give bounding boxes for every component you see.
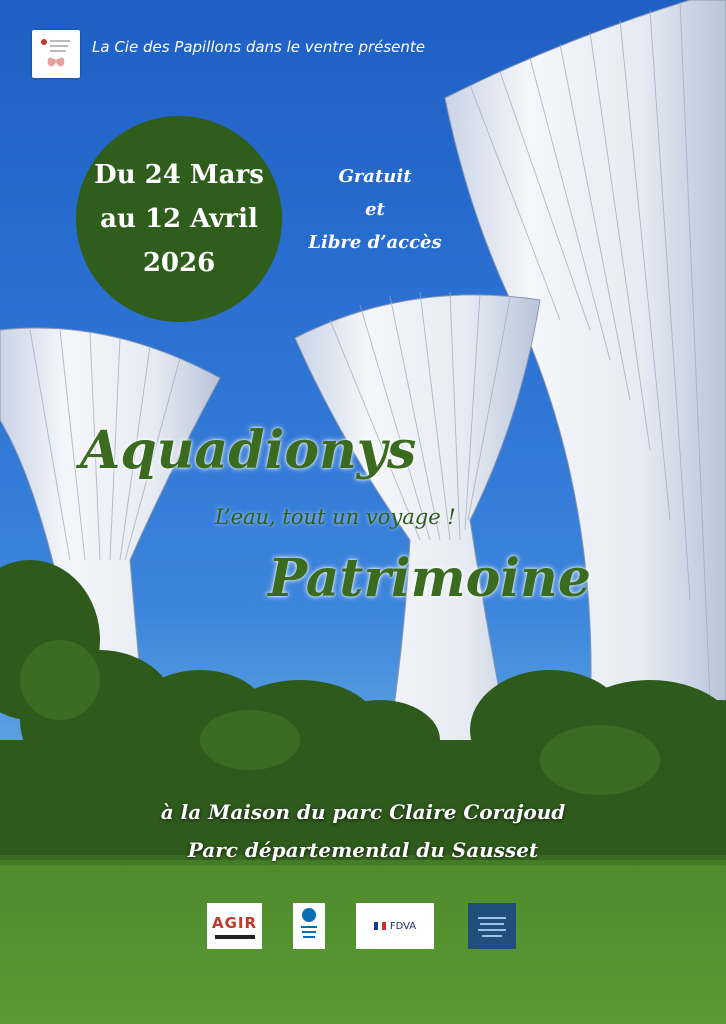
- agir-logo-text: AGIR: [211, 913, 258, 932]
- main-title: Aquadionys: [80, 420, 417, 481]
- secondary-title: Patrimoine: [268, 548, 591, 609]
- fdva-logo-text: FDVA: [389, 920, 417, 932]
- venue-line-1: à la Maison du parc Claire Corajoud: [160, 800, 566, 824]
- partner-logo-caf: [293, 903, 325, 949]
- access-info: [290, 160, 460, 259]
- partner-logo-agir: [207, 903, 262, 949]
- access-line-2: et: [365, 199, 385, 220]
- access-line-3: Libre d’accès: [308, 232, 442, 253]
- date-line-3: 2026: [142, 248, 216, 278]
- partner-logo-chateaux-eau: [468, 903, 516, 949]
- presenter-text: La Cie des Papillons dans le ventre présente: [92, 38, 426, 56]
- venue-line-2: Parc départemental du Sausset: [187, 838, 539, 862]
- subtitle: L’eau, tout un voyage !: [215, 505, 456, 529]
- date-line-2: au 12 Avril: [100, 204, 258, 234]
- access-line-1: Gratuit: [338, 166, 412, 187]
- date-line-1: Du 24 Mars: [94, 160, 264, 190]
- water-tower-association-icon: [474, 911, 510, 941]
- date-badge: [76, 116, 282, 322]
- company-logo: [32, 30, 80, 78]
- caf-icon: [298, 906, 320, 946]
- french-flag-icon: [374, 922, 386, 930]
- butterfly-icon: [32, 30, 80, 78]
- partner-logo-fdva: [356, 903, 434, 949]
- agir-logo-bar: [215, 935, 255, 939]
